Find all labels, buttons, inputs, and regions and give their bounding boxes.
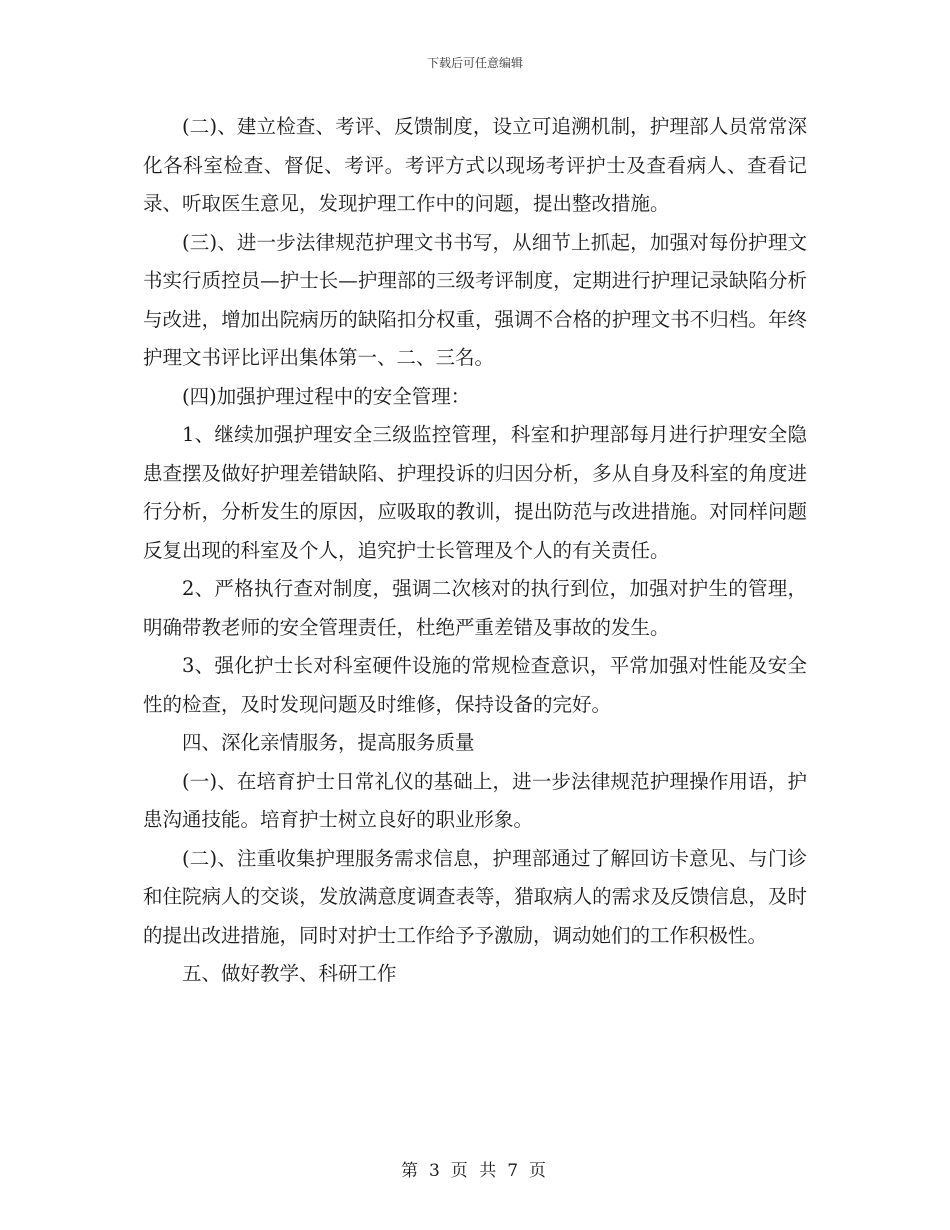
paragraph-safety-monitoring: 1、继续加强护理安全三级监控管理，科室和护理部每月进行护理安全隐患查摆及做好护理差错缺陷、护理投诉的归因分析，多从自身及科室的角度进行分析，分析发生的原因，应吸取的教训，提出防范与改进措施。对同样问题反复出现的科室及个人，追究护士长管理及个人的有关责任。 (143, 423, 807, 562)
footer-page-number: 3 (428, 1161, 443, 1181)
paragraph-etiquette: (一)、在培育护士日常礼仪的基础上，进一步法律规范护理操作用语，护患沟通技能。培育护士树立良好的职业形象。 (143, 769, 807, 831)
section-heading-service: 四、深化亲情服务，提高服务质量 (182, 731, 475, 754)
paragraph-safety-heading: (四)加强护理过程中的安全管理： (182, 384, 471, 408)
document-body (143, 108, 807, 994)
footer-prefix: 第 (400, 1161, 421, 1181)
footer-middle: 页 共 (450, 1161, 500, 1181)
section-heading-teaching: 五、做好教学、科研工作 (182, 962, 397, 985)
page-header-note: 下载后可任意编辑 (426, 56, 523, 70)
footer-suffix: 页 (529, 1161, 550, 1181)
page-footer (0, 1156, 950, 1181)
paragraph-hardware-check: 3、强化护士长对科室硬件设施的常规检查意识，平常加强对性能及安全性的检查，及时发现问题及时维修，保持设备的完好。 (143, 654, 807, 716)
paragraph-inspection-system: (二)、建立检查、考评、反馈制度，设立可追溯机制，护理部人员常常深化各科室检查、督促、考评。考评方式以现场考评护士及查看病人、查看记录、听取医生意见，发现护理工作中的问题，提出整改措施。 (143, 115, 807, 215)
paragraph-nursing-documents: (三)、进一步法律规范护理文书书写，从细节上抓起，加强对每份护理文书实行质控员—护士长—护理部的三级考评制度，定期进行护理记录缺陷分析与改进，增加出院病历的缺陷扣分权重，强调不合格的护理文书不归档。年终护理文书评比评出集体第一、二、三名。 (143, 230, 807, 369)
paragraph-check-system: 2、严格执行查对制度，强调二次核对的执行到位，加强对护生的管理，明确带教老师的安全管理责任，杜绝严重差错及事故的发生。 (143, 577, 807, 639)
footer-total-pages: 7 (507, 1161, 522, 1181)
paragraph-service-feedback: (二)、注重收集护理服务需求信息，护理部通过了解回访卡意见、与门诊和住院病人的交谈，发放满意度调查表等，猎取病人的需求及反馈信息，及时的提出改进措施，同时对护士工作给予予激励，调动她们的工作积极性。 (143, 846, 807, 947)
